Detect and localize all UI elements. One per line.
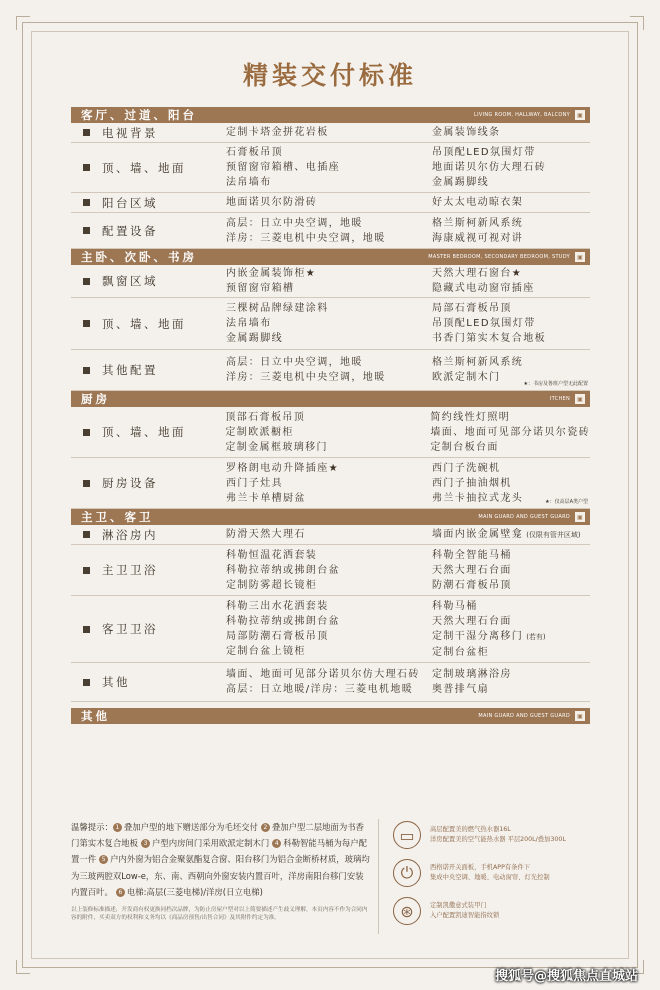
spec-column-a (226, 193, 432, 212)
spec-column-a (226, 213, 432, 248)
section-en-group (478, 711, 585, 721)
bullet-icon (83, 320, 90, 327)
spec-item: 定制防雾超长镜柜 (226, 579, 318, 591)
page-title: 精装交付标准 (242, 61, 417, 90)
feature-item (393, 895, 590, 927)
feature-text (430, 825, 566, 845)
reminder-number-badge: 3 (141, 839, 150, 848)
spec-item: 高层：日立中央空调，地暖 (226, 217, 363, 229)
spec-column-a (226, 458, 432, 508)
brand-logo-icon: ▣ (575, 110, 585, 120)
spec-item: 地面诺贝尔防滑砖 (226, 197, 318, 208)
reminder-item: 电梯:高层(三菱电梯)/洋房(日立电梯) (126, 886, 263, 897)
spec-row (71, 143, 590, 193)
bullet-icon (83, 429, 90, 436)
spec-item: 科勒全智能马桶 (432, 549, 512, 561)
spec-item: 定制玻璃淋浴房 (432, 669, 512, 680)
feature-line: 洋房配置美的空气能热水器 平层200L/叠加300L (430, 836, 566, 843)
spec-column-b (432, 596, 590, 662)
spec-item-note: (仅限有管井区域) (526, 530, 581, 539)
feature-line: 高层配置美的燃气热水器16L (430, 826, 511, 833)
spec-item: 科勒恒温花洒套装 (226, 549, 318, 561)
reminder-number-badge: 6 (116, 888, 125, 897)
spec-item: 奥普排气扇 (432, 684, 489, 695)
spec-column-a (226, 123, 432, 142)
spec-column-a (226, 265, 432, 297)
spec-item: 定制干湿分离移门 (若有) (432, 630, 546, 642)
section-en-group (550, 394, 585, 404)
row-footnote: ★：仅高层A类户型 (545, 499, 588, 505)
spec-row (71, 123, 590, 143)
spec-item: 预留窗帘箱槽、电插座 (226, 162, 340, 173)
spec-column-a (226, 663, 432, 701)
section-english-title: MASTER BEDROOM, SECONDARY BEDROOM, STUDY (428, 254, 570, 260)
row-label (71, 663, 226, 701)
spec-item: 金属踢脚线 (226, 333, 283, 344)
brand-logo-icon: ▣ (575, 394, 585, 404)
spec-row (71, 265, 590, 298)
lock-icon: ⊛ (393, 897, 421, 925)
row-label (71, 143, 226, 192)
spec-column-b (432, 193, 590, 212)
row-label (71, 350, 226, 390)
spec-item: 定制金属框玻璃移门 (225, 441, 328, 453)
section-header (71, 509, 590, 525)
spec-column-b (432, 123, 590, 142)
corner-ornament (16, 960, 30, 974)
feature-text (430, 863, 550, 883)
row-label-text: 客卫卫浴 (102, 622, 158, 636)
feature-item (393, 819, 590, 851)
spec-row (71, 213, 590, 249)
spec-column-a (226, 350, 432, 390)
bullet-icon (83, 227, 90, 234)
bullet-icon (83, 567, 90, 574)
spec-item: 天然大理石窗台★ (432, 268, 523, 279)
footer (71, 819, 590, 939)
brand-logo-icon: ▣ (575, 512, 585, 522)
corner-ornament (630, 16, 644, 30)
reminder-text (71, 819, 371, 900)
spec-row (71, 458, 590, 509)
row-label (71, 123, 226, 142)
divider (378, 819, 379, 934)
bullet-icon (83, 367, 90, 374)
spec-item: 法帛墙布 (226, 177, 272, 188)
reminder-number-badge: 1 (113, 823, 122, 832)
reminder-block (71, 819, 371, 939)
spec-column-a (225, 407, 430, 457)
section-english-title: MAIN GUARD AND GUEST GUARD (478, 514, 570, 520)
spec-item: 定制台盆柜 (432, 646, 489, 658)
row-label-text: 电视背景 (102, 125, 158, 140)
spec-item: 弗兰卡单槽厨盆 (226, 492, 306, 504)
section-title: 客厅、过道、阳台 (81, 108, 197, 122)
row-label-text: 顶、墙、地面 (102, 160, 186, 175)
feature-item (393, 857, 590, 889)
row-label (71, 213, 226, 248)
spec-item: 定制台盆上镜柜 (226, 646, 306, 657)
feature-list (393, 819, 590, 939)
reminder-item: 叠加户型二层地面为书香门第实木复合地板 (71, 822, 364, 849)
spec-item: 海康威视可视对讲 (432, 232, 524, 244)
spec-item: 西门子灶具 (226, 477, 283, 489)
spec-column-a (226, 525, 432, 544)
row-label-text: 其他配置 (102, 363, 158, 377)
row-label (71, 525, 226, 544)
row-label (71, 265, 226, 297)
section-header (71, 249, 590, 265)
row-label-text: 顶、墙、地面 (102, 425, 186, 439)
section-title: 其他 (81, 709, 110, 723)
spec-column-b (432, 545, 590, 595)
reminder-number-badge: 4 (272, 839, 281, 848)
spec-item: 墙面内嵌金属壁龛 (仅限有管井区域) (432, 528, 581, 540)
spec-row (71, 350, 590, 391)
spec-column-a (226, 143, 432, 192)
reminder-item: 叠加户型的地下赠送部分为毛坯交付 (123, 822, 258, 832)
row-label (71, 298, 226, 349)
watermark: 搜狐号@搜狐焦点直城站 (494, 969, 638, 984)
spec-item: 局部石膏板吊顶 (432, 303, 512, 314)
section-english-title: MAIN GUARD AND GUEST GUARD (478, 713, 570, 719)
row-footnote: ★：书房及鲁班户型无此配置 (523, 381, 588, 387)
spec-item: 防潮石膏板吊顶 (432, 579, 512, 591)
row-label (71, 596, 226, 662)
spec-column-b (432, 298, 590, 349)
spec-column-b (432, 213, 590, 248)
spec-item: 格兰斯柯新风系统 (432, 357, 524, 368)
spec-item: 天然大理石台面 (432, 564, 512, 576)
bullet-icon (83, 626, 90, 633)
spec-row (71, 525, 590, 545)
row-label (71, 458, 226, 508)
spec-item: 科勒拉蒂纳或拂朗台盆 (226, 616, 340, 627)
spec-item: 西门子抽油烟机 (432, 477, 512, 489)
section-english-title: LIVING ROOM, HALLWAY, BALCONY (474, 112, 570, 118)
spec-item: 定制卡塔金拼花岩板 (226, 127, 329, 138)
standards-table (71, 107, 590, 724)
corner-ornament (16, 16, 30, 30)
feature-line: 入户配置凯迪智能指纹锁 (430, 912, 500, 919)
bullet-icon (83, 278, 90, 285)
spec-item: 天然大理石台面 (432, 615, 512, 627)
spec-column-a (226, 596, 432, 662)
brand-logo-icon: ▣ (575, 252, 585, 262)
spec-row (71, 193, 590, 213)
spec-row (71, 596, 590, 663)
section-title: 主卫、客卫 (81, 510, 154, 524)
section-title: 厨房 (81, 392, 110, 406)
section-en-group (428, 252, 585, 262)
spec-row (71, 545, 590, 596)
spec-row (71, 663, 590, 702)
spec-item: 预留窗帘箱槽 (226, 283, 295, 294)
spec-item: 吊顶配LED氛围灯带 (432, 318, 536, 329)
spec-item: 金属踢脚线 (432, 177, 489, 188)
bullet-icon (83, 199, 90, 206)
spec-item: 顶部石膏板吊顶 (225, 411, 306, 423)
row-label-text: 其他 (102, 675, 130, 689)
reminder-item: 科勒智能马桶为每户配置一件 (71, 838, 367, 865)
spec-item: 洋房：三菱电机中央空调，地暖 (226, 232, 386, 244)
bullet-icon (83, 129, 90, 136)
feature-text (430, 901, 499, 921)
row-label-text: 阳台区域 (102, 195, 158, 210)
spec-row (71, 407, 590, 458)
row-label-text: 淋浴房内 (102, 527, 158, 542)
brand-logo-icon: ▣ (575, 711, 585, 721)
spec-item: 局部防潮石膏板吊顶 (226, 631, 329, 642)
spec-item: 法帛墙布 (226, 318, 272, 329)
section-english-title: ITCHEN (549, 396, 570, 402)
row-label (71, 545, 226, 595)
spec-item: 洋房：三菱电机中央空调，地暖 (226, 372, 386, 383)
feature-line: 定制凯撒意式装甲门 (430, 902, 487, 909)
feature-line: 西格诺开关面板，手机APP有条件下 (430, 864, 531, 871)
reminder-lead: 温馨提示： (71, 822, 113, 832)
spec-item: 金属装饰线条 (432, 127, 501, 138)
spec-item: 罗格朗电动升降插座★ (226, 462, 339, 474)
spec-item: 墙面、地面可见部分诺贝尔仿大理石砖 (226, 669, 420, 680)
spec-item: 高层：日立地暖/洋房：三菱电机地暖 (226, 684, 414, 695)
section-header (71, 107, 590, 123)
spec-column-a (226, 298, 432, 349)
spec-item: 好太太电动晾衣架 (432, 197, 524, 208)
spec-item: 简约线性灯照明 (430, 411, 511, 423)
spec-item: 欧派定制木门 (432, 372, 501, 383)
bullet-icon (83, 679, 90, 686)
section-title: 主卧、次卧、书房 (81, 250, 197, 264)
row-label-text: 配置设备 (102, 223, 158, 238)
bullet-icon (83, 531, 90, 538)
spec-item: 内嵌金属装饰柜★ (226, 268, 317, 279)
spec-column-b (430, 407, 590, 457)
spec-item: 西门子洗碗机 (432, 462, 501, 474)
section-header (71, 391, 590, 407)
water-heater-icon: ▭ (393, 821, 421, 849)
spec-item: 墙面、地面可见部分诺贝尔瓷砖 (430, 426, 590, 438)
spec-item: 石膏板吊顶 (226, 147, 283, 158)
spec-item: 高层：日立中央空调，地暖 (226, 357, 363, 368)
spec-item: 吊顶配LED氛围灯带 (432, 147, 536, 158)
bullet-icon (83, 164, 90, 171)
spec-item: 定制欧派橱柜 (225, 426, 294, 438)
spec-row (71, 298, 590, 350)
spec-column-b (432, 663, 590, 701)
spec-item: 地面诺贝尔仿大理石砖 (432, 162, 546, 173)
feature-line: 集成中央空调、地暖、电动窗帘、灯光控制 (430, 874, 550, 881)
spec-item: 科勒三出水花洒套装 (226, 601, 329, 612)
power-switch-icon: ⏻ (393, 859, 421, 887)
row-label (71, 407, 225, 457)
spec-item: 防滑天然大理石 (226, 529, 306, 540)
spec-item: 定制台板台面 (430, 441, 499, 453)
reminder-number-badge: 2 (261, 823, 270, 832)
spec-item: 隐藏式电动窗帘插座 (432, 283, 535, 294)
row-label-text: 厨房设备 (102, 476, 158, 490)
spec-column-b (432, 525, 590, 544)
row-label-text: 顶、墙、地面 (102, 316, 186, 331)
spec-item: 格兰斯柯新风系统 (432, 217, 524, 229)
spec-item: 科勒马桶 (432, 600, 478, 612)
spec-item-note: (若有) (526, 632, 546, 641)
section-en-group (474, 110, 585, 120)
spec-item: 三棵树品牌绿建涂料 (226, 303, 329, 314)
bullet-icon (83, 480, 90, 487)
spec-column-a (226, 545, 432, 595)
row-label (71, 193, 226, 212)
reminder-item: 户型内房间门采用欧派定制木门 (152, 838, 270, 849)
section-header (71, 708, 590, 724)
spec-item: 弗兰卡抽拉式龙头 (432, 492, 524, 504)
spec-item: 科勒拉蒂纳或拂朗台盆 (226, 564, 340, 576)
row-label-text: 主卫卫浴 (102, 563, 158, 577)
spec-item: 书香门第实木复合地板 (432, 333, 546, 344)
row-label-text: 飘窗区域 (102, 274, 158, 288)
spec-column-b (432, 143, 590, 192)
spec-column-b (432, 265, 590, 297)
reminder-number-badge: 5 (99, 855, 108, 864)
reminder-item: 户内外窗为铝合金聚氨酯复合窗、阳台移门为铝合金断桥材质，玻璃均为三玻两腔双Low-e，东、南、西朝向外窗安装内置百叶，洋房南阳台移门安装内置百叶。 (71, 854, 370, 897)
disclaimer: 以上装修标准描述，开发商有权更换同档次品牌，为防止房屋户型对以上简要描述产生歧义理解，本页内容不作为合同内容的附件，买卖双方的权利和义务均以《商品房预售/出售合同》及其附件约定为准。 (71, 907, 368, 922)
section-en-group (478, 512, 585, 522)
